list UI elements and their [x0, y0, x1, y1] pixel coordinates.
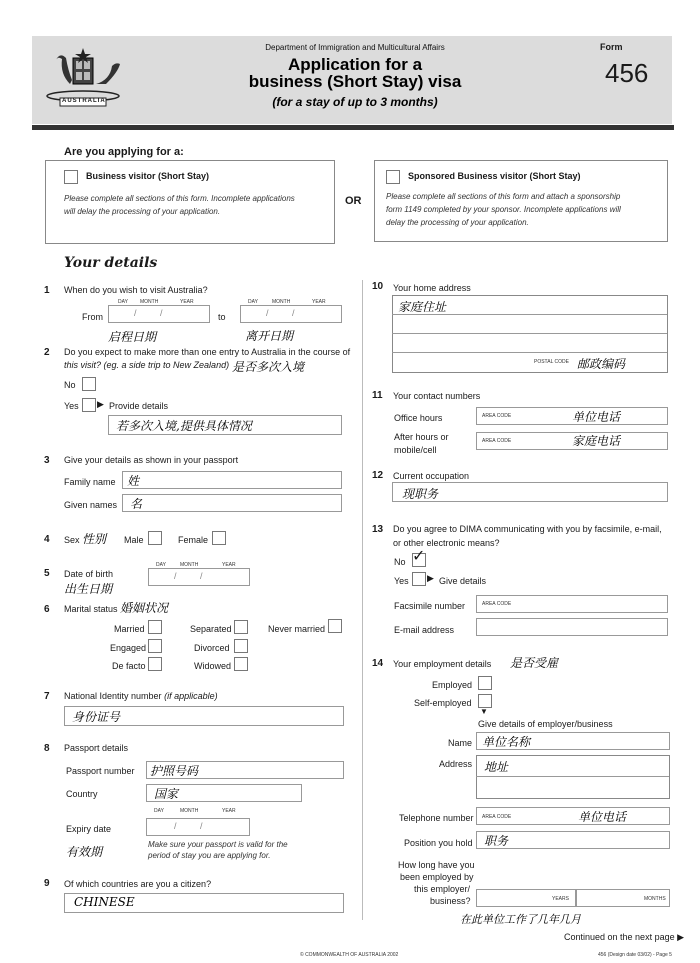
- q2-yes-label: Yes: [64, 401, 79, 411]
- q13-number: 13: [372, 524, 384, 535]
- business-visitor-text-2: will delay the processing of your application.: [64, 207, 221, 216]
- q14-years-label: YEARS: [552, 896, 569, 902]
- q13-email-label: E-mail address: [394, 625, 455, 635]
- q1-text: When do you wish to visit Australia?: [64, 285, 208, 295]
- q1-to-month-hdr: MONTH: [272, 299, 291, 305]
- q8-expiry-slash-2: /: [200, 821, 203, 831]
- q13-tick-mark: ✓: [412, 546, 426, 565]
- q12-handwritten: 现职务: [402, 487, 439, 501]
- q3-handwritten-family: 姓: [127, 474, 140, 488]
- q11-number: 11: [372, 390, 383, 401]
- q1-to-slash-1: /: [266, 308, 269, 318]
- or-label: OR: [345, 195, 362, 207]
- q8-passport-label: Passport number: [66, 766, 135, 776]
- q14-tel-label: Telephone number: [399, 813, 474, 823]
- q9-label: Of which countries are you a citizen?: [64, 879, 212, 889]
- section-title: Your details: [64, 255, 158, 271]
- q13-arrow-icon: ▶: [427, 573, 434, 583]
- q6-never-label: Never married: [268, 624, 326, 634]
- q1-from-label: From: [82, 312, 103, 322]
- q8-country-label: Country: [66, 789, 98, 799]
- q6-separated-label: Separated: [190, 624, 232, 634]
- q8-number: 8: [44, 743, 50, 754]
- q8-handwritten-expiry: 有效期: [66, 845, 103, 859]
- q1-from-slash-2: /: [160, 308, 163, 318]
- q7-number: 7: [44, 691, 50, 702]
- q12-number: 12: [372, 470, 384, 481]
- q4-female-checkbox[interactable]: [212, 531, 226, 545]
- q6-label: Marital status: [64, 604, 118, 614]
- q14-give-label: Give details of employer/business: [478, 719, 613, 729]
- q10-line-2: [392, 333, 667, 334]
- q6-divorced-label: Divorced: [194, 643, 230, 653]
- q14-howlong-1: How long have you: [398, 860, 475, 870]
- q3-handwritten-given: 名: [130, 497, 143, 511]
- q13-text-2: or other electronic means?: [393, 538, 500, 548]
- title-line-2: business (Short Stay) visa: [248, 72, 462, 91]
- q6-defacto-label: De facto: [112, 661, 146, 671]
- q6-separated-checkbox[interactable]: [234, 620, 248, 634]
- q1-from-date-field[interactable]: [108, 305, 210, 323]
- q14-howlong-4: business?: [430, 896, 471, 906]
- q1-to-label: to: [218, 312, 226, 322]
- q6-widowed-label: Widowed: [194, 661, 232, 671]
- sponsored-visitor-text-1: Please complete all sections of this form and attach a sponsorship: [386, 192, 621, 201]
- q11-label: Your contact numbers: [393, 391, 481, 401]
- q11-after-label-2: mobile/cell: [394, 445, 437, 455]
- q9-handwritten: CHINESE: [74, 895, 135, 909]
- q14-handwritten-name: 单位名称: [482, 735, 531, 749]
- q8-handwritten-passport: 护照号码: [150, 764, 199, 778]
- q8-expiry-slash-1: /: [174, 821, 177, 831]
- q8-expiry-field[interactable]: [146, 818, 250, 836]
- q2-no-checkbox[interactable]: [82, 377, 96, 391]
- q4-male-label: Male: [124, 535, 144, 545]
- applying-question: Are you applying for a:: [64, 146, 184, 158]
- q5-slash-2: /: [200, 571, 203, 581]
- q13-give-label: Give details: [439, 576, 487, 586]
- title-line-1: Application for a: [287, 55, 423, 74]
- sponsored-visitor-checkbox[interactable]: [386, 170, 400, 184]
- q14-name-label: Name: [448, 738, 473, 748]
- q5-dob-field[interactable]: [148, 568, 250, 586]
- q5-label: Date of birth: [64, 569, 114, 579]
- department-name: Department of Immigration and Multicultural Affairs: [265, 43, 445, 52]
- q6-engaged-label: Engaged: [110, 643, 147, 653]
- q6-handwritten: 婚姻状况: [120, 601, 169, 615]
- sponsored-visitor-title: Sponsored Business visitor (Short Stay): [408, 171, 581, 181]
- page-subtitle: (for a stay of up to 3 months): [272, 95, 438, 109]
- q8-note-2: period of stay you are applying for.: [148, 851, 271, 860]
- q11-handwritten-office: 单位电话: [572, 410, 621, 424]
- q6-defacto-checkbox[interactable]: [148, 657, 162, 671]
- q6-engaged-checkbox[interactable]: [148, 639, 162, 653]
- page-footer: 456 (Design date 03/02) - Page 5: [598, 952, 672, 958]
- q14-howlong-3: this employer/: [414, 884, 471, 894]
- q10-label: Your home address: [393, 283, 471, 293]
- q9-number: 9: [44, 878, 50, 889]
- form-number: 456: [605, 58, 649, 88]
- q6-married-checkbox[interactable]: [148, 620, 162, 634]
- q10-postal-label: POSTAL CODE: [534, 359, 570, 365]
- q8-year-hdr: YEAR: [222, 808, 236, 814]
- q1-to-year-hdr: YEAR: [312, 299, 326, 305]
- q1-to-day-hdr: DAY: [248, 299, 258, 305]
- q6-widowed-checkbox[interactable]: [234, 657, 248, 671]
- q11-office-label: Office hours: [394, 413, 443, 423]
- q1-to-date-field[interactable]: [240, 305, 342, 323]
- q14-handwritten-howlong: 在此单位工作了几年几月: [460, 913, 581, 926]
- q14-handwritten-tel: 单位电话: [578, 810, 627, 824]
- q14-months-label: MONTHS: [644, 896, 666, 902]
- q13-email-field[interactable]: [476, 618, 668, 636]
- business-visitor-text-1: Please complete all sections of this form. Incomplete applications: [64, 194, 295, 203]
- q14-handwritten-address: 地址: [484, 760, 509, 774]
- q8-note-1: Make sure your passport is valid for the: [148, 840, 288, 849]
- continued-label: [564, 932, 684, 943]
- q6-number: 6: [44, 604, 50, 615]
- business-visitor-checkbox[interactable]: [64, 170, 78, 184]
- page-title: [180, 56, 530, 90]
- q14-employed-checkbox[interactable]: [478, 676, 492, 690]
- q13-yes-checkbox[interactable]: [412, 572, 426, 586]
- q4-number: 4: [44, 534, 50, 545]
- q12-label: Current occupation: [393, 471, 470, 481]
- header-rule: [32, 125, 674, 130]
- q11-office-area-code: AREA CODE: [482, 413, 512, 419]
- copyright: © COMMONWEALTH OF AUSTRALIA 2002: [300, 952, 399, 958]
- q13-no-label: No: [394, 557, 406, 567]
- q3-family-label: Family name: [64, 477, 116, 487]
- q14-howlong-2: been employed by: [400, 872, 474, 882]
- form-label: Form: [600, 42, 623, 52]
- q2-no-label: No: [64, 380, 76, 390]
- q8-day-hdr: DAY: [154, 808, 164, 814]
- q2-number: 2: [44, 347, 50, 358]
- q14-self-label: Self-employed: [414, 698, 472, 708]
- q10-number: 10: [372, 281, 384, 292]
- q2-handwritten-details: 若多次入境,提供具体情况: [116, 419, 252, 433]
- q6-married-label: Married: [114, 624, 145, 634]
- q1-from-month-hdr: MONTH: [140, 299, 159, 305]
- q5-number: 5: [44, 568, 50, 579]
- q2-handwritten: 是否多次入境: [232, 360, 305, 374]
- q1-number: 1: [44, 285, 50, 296]
- q14-position-label: Position you hold: [404, 838, 473, 848]
- q3-given-label: Given names: [64, 500, 118, 510]
- column-divider: [362, 280, 363, 920]
- q8-label: Passport details: [64, 743, 129, 753]
- continue-arrow-icon: ▶: [677, 932, 685, 942]
- q2-yes-checkbox[interactable]: [82, 398, 96, 412]
- q13-text-1: Do you agree to DIMA communicating with you by facsimile, e-mail,: [393, 524, 662, 534]
- continued-text: Continued on the next page: [564, 932, 675, 942]
- q14-handwritten: 是否受雇: [510, 656, 559, 670]
- logo-text: AUSTRALIA: [62, 98, 106, 104]
- q1-handwritten-to: 离开日期: [245, 329, 294, 343]
- q1-to-slash-2: /: [292, 308, 295, 318]
- q5-year-hdr: YEAR: [222, 562, 236, 568]
- q5-slash-1: /: [174, 571, 177, 581]
- q10-line-3: [392, 352, 667, 353]
- q1-handwritten-from: 启程日期: [108, 330, 157, 344]
- q14-label: Your employment details: [393, 659, 492, 669]
- q10-handwritten-postal: 邮政编码: [577, 357, 626, 371]
- q8-handwritten-country: 国家: [154, 787, 179, 801]
- q3-given-field[interactable]: [122, 494, 342, 512]
- q7-label-text: National Identity number: [64, 691, 162, 701]
- q2-text-1: Do you expect to make more than one entry to Australia in the course of: [64, 347, 351, 357]
- q1-from-year-hdr: YEAR: [180, 299, 194, 305]
- q3-number: 3: [44, 455, 50, 466]
- q8-month-hdr: MONTH: [180, 808, 199, 814]
- q14-number: 14: [372, 658, 384, 669]
- q13-fax-label: Facsimile number: [394, 601, 466, 611]
- q8-expiry-label: Expiry date: [66, 824, 112, 834]
- q5-handwritten: 出生日期: [64, 582, 113, 596]
- q7-label: [64, 691, 218, 701]
- q1-from-day-hdr: DAY: [118, 299, 128, 305]
- q4-sex-label: Sex: [64, 535, 80, 545]
- q3-family-field[interactable]: [122, 471, 342, 489]
- q4-male-checkbox[interactable]: [148, 531, 162, 545]
- q5-month-hdr: MONTH: [180, 562, 199, 568]
- q11-handwritten-after: 家庭电话: [572, 434, 621, 448]
- q7-handwritten: 身份证号: [72, 710, 121, 724]
- q14-self-checkbox[interactable]: [478, 694, 492, 708]
- q1-from-slash-1: /: [134, 308, 137, 318]
- q14-tel-area-code: AREA CODE: [482, 814, 512, 820]
- q13-fax-area-code: AREA CODE: [482, 601, 512, 607]
- q11-after-label-1: After hours or: [394, 432, 449, 442]
- q14-address-label: Address: [439, 759, 473, 769]
- q2-text-2: this visit? (eg. a side trip to New Zealand): [64, 360, 230, 370]
- q3-text: Give your details as shown in your passport: [64, 455, 239, 465]
- q2-provide-label: Provide details: [109, 401, 169, 411]
- q11-after-area-code: AREA CODE: [482, 438, 512, 444]
- q10-handwritten: 家庭住址: [398, 300, 447, 314]
- sponsored-visitor-text-2: form 1149 completed by your sponsor. Incomplete applications will: [386, 205, 621, 214]
- q14-down-arrow-icon: ▼: [480, 707, 488, 716]
- q14-address-line: [476, 776, 669, 777]
- q4-handwritten: 性别: [82, 532, 107, 546]
- q14-handwritten-position: 职务: [484, 834, 509, 848]
- q14-employed-label: Employed: [432, 680, 473, 690]
- q6-divorced-checkbox[interactable]: [234, 639, 248, 653]
- q5-day-hdr: DAY: [156, 562, 166, 568]
- sponsored-visitor-text-3: delay the processing of your application.: [386, 218, 529, 227]
- q13-yes-label: Yes: [394, 576, 409, 586]
- q6-never-checkbox[interactable]: [328, 619, 342, 633]
- business-visitor-title: Business visitor (Short Stay): [86, 171, 210, 181]
- q2-arrow-icon: ▶: [97, 399, 104, 409]
- q4-female-label: Female: [178, 535, 209, 545]
- q7-applicable: (if applicable): [164, 691, 218, 701]
